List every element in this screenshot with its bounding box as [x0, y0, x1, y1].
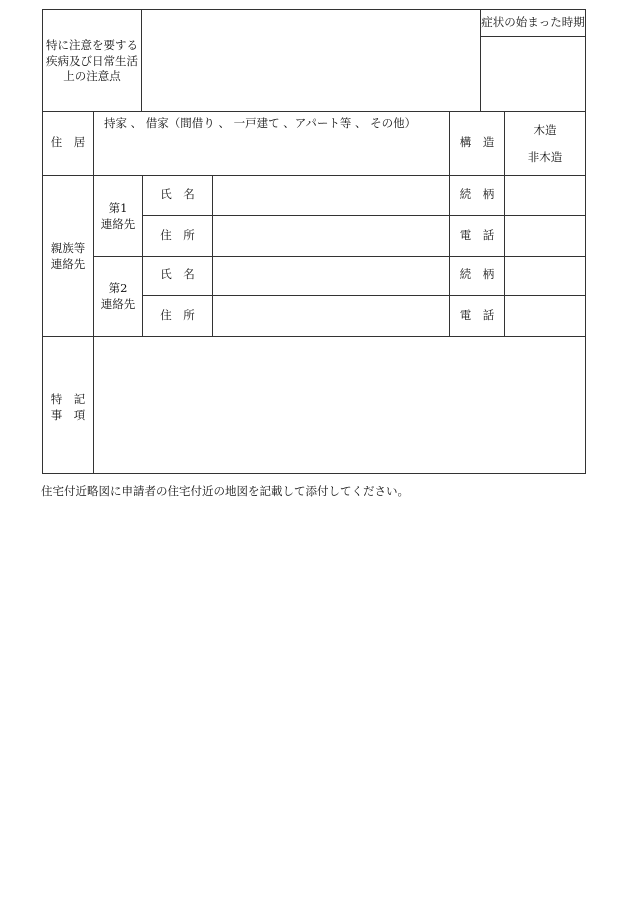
contact2-name-field[interactable]: [213, 257, 449, 295]
relatives-label-line2: 連絡先: [50, 256, 86, 271]
residence-label: 住 居: [50, 135, 86, 149]
onset-field[interactable]: [481, 37, 585, 111]
remarks-label-line2: 事 項: [50, 407, 86, 422]
contact2-relation-field[interactable]: [505, 257, 585, 295]
contact2-label-line1: 第2: [108, 281, 128, 295]
residence-options[interactable]: 持家 、 借家（間借り 、 一戸建て 、アパート等 、 その他）: [104, 116, 417, 130]
structure-option-wood[interactable]: 木造: [533, 123, 557, 137]
notes-label-line1: 特に注意を要する: [46, 38, 138, 52]
relatives-label: [43, 241, 93, 272]
contact2-phone-label: 電 話: [459, 308, 495, 322]
notes-label-line2: 疾病及び日常生活: [46, 53, 138, 68]
remarks-field[interactable]: [94, 337, 585, 473]
remarks-label-line1: 特 記: [50, 392, 86, 406]
notes-label-line3: 上の注意点: [63, 69, 121, 84]
contact1-phone-field[interactable]: [505, 216, 585, 256]
remarks-label: [43, 392, 93, 423]
contact1-label: [94, 201, 142, 232]
contact1-address-field[interactable]: [213, 216, 449, 256]
contact2-label-line2: 連絡先: [100, 296, 136, 311]
form-border-right: [585, 9, 586, 474]
form-border-bottom: [42, 473, 586, 474]
onset-label: 症状の始まった時期: [481, 15, 585, 29]
contact1-relation-field[interactable]: [505, 176, 585, 215]
contact1-relation-label: 続 柄: [459, 187, 495, 201]
contact2-label: [94, 281, 142, 312]
contact2-name-label: 氏 名: [160, 267, 195, 281]
contact1-name-label: 氏 名: [160, 187, 195, 201]
notes-label: [43, 38, 141, 85]
contact1-address-label: 住 所: [160, 228, 195, 242]
contact2-phone-field[interactable]: [505, 296, 585, 336]
structure-option-non-wood[interactable]: 非木造: [527, 150, 563, 164]
contact1-name-field[interactable]: [213, 176, 449, 215]
structure-label: 構 造: [459, 135, 495, 149]
contact2-address-label: 住 所: [160, 308, 195, 322]
contact1-label-line2: 連絡先: [100, 216, 136, 231]
footer-note: 住宅付近略図に申請者の住宅付近の地図を記載して添付してください。: [41, 484, 409, 498]
contact1-phone-label: 電 話: [459, 228, 495, 242]
contact2-address-field[interactable]: [213, 296, 449, 336]
relatives-label-line1: 親族等: [50, 241, 86, 255]
notes-field[interactable]: [142, 10, 480, 111]
contact2-relation-label: 続 柄: [459, 267, 495, 281]
contact1-label-line1: 第1: [108, 201, 128, 215]
